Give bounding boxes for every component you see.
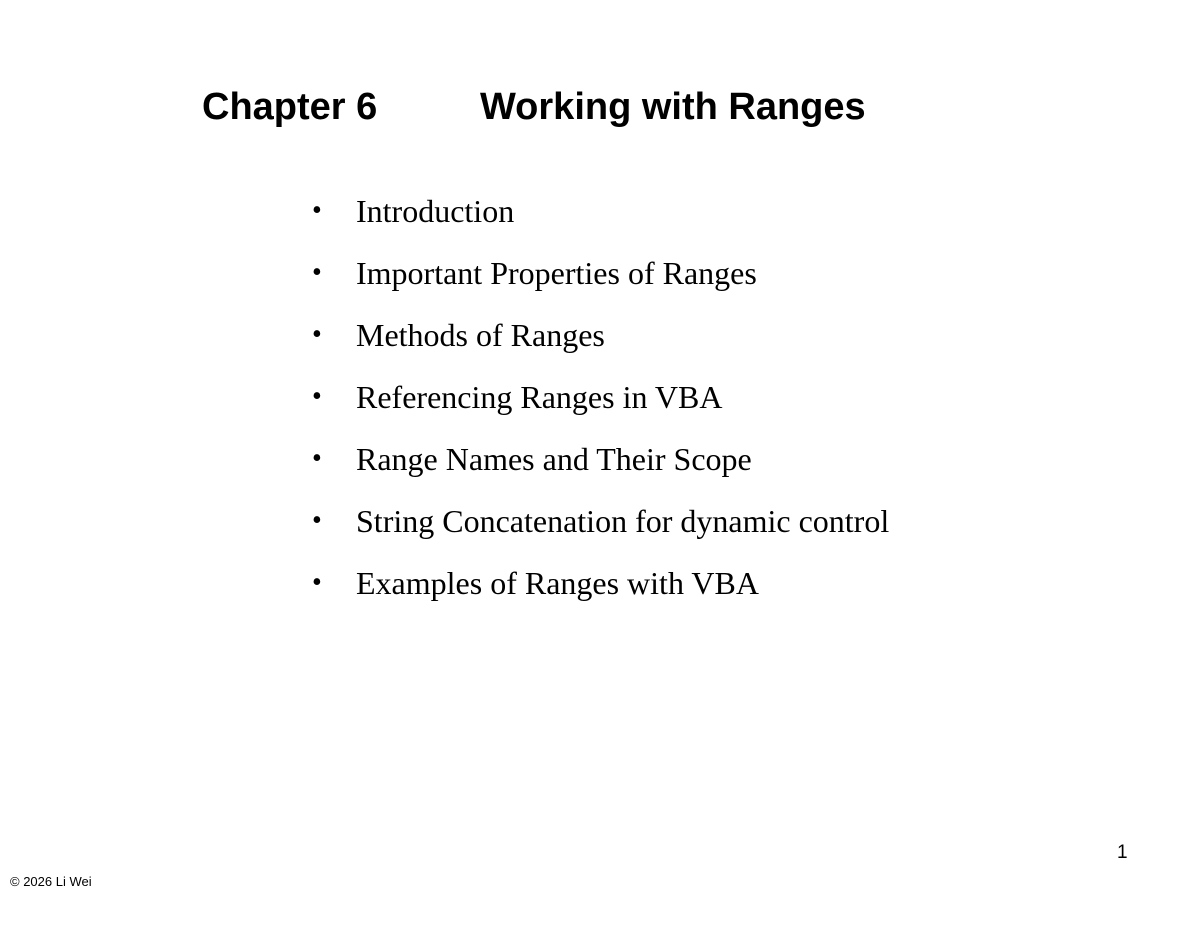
bullet-dot-icon: • bbox=[312, 505, 322, 536]
bullet-text: Range Names and Their Scope bbox=[356, 441, 752, 477]
bullet-text: Introduction bbox=[356, 193, 515, 229]
bullet-dot-icon: • bbox=[312, 195, 322, 226]
page-number: 1 bbox=[1117, 842, 1128, 863]
bullet-dot-icon: • bbox=[312, 443, 322, 474]
bullet-dot-icon: • bbox=[312, 319, 322, 350]
chapter-label: Chapter 6 bbox=[202, 86, 378, 128]
chapter-title: Working with Ranges bbox=[480, 86, 866, 128]
bullet-text: Examples of Ranges with VBA bbox=[356, 565, 759, 601]
bullet-dot-icon: • bbox=[312, 567, 322, 598]
bullet-text: Important Properties of Ranges bbox=[356, 255, 757, 291]
bullet-dot-icon: • bbox=[312, 257, 322, 288]
slide-title bbox=[202, 84, 866, 130]
copyright-notice: © 2026 Li Wei bbox=[10, 874, 92, 889]
bullet-text: Methods of Ranges bbox=[356, 317, 605, 353]
bullet-text: String Concatenation for dynamic control bbox=[356, 503, 890, 539]
bullet-dot-icon: • bbox=[312, 381, 322, 412]
bullet-text: Referencing Ranges in VBA bbox=[356, 379, 723, 415]
